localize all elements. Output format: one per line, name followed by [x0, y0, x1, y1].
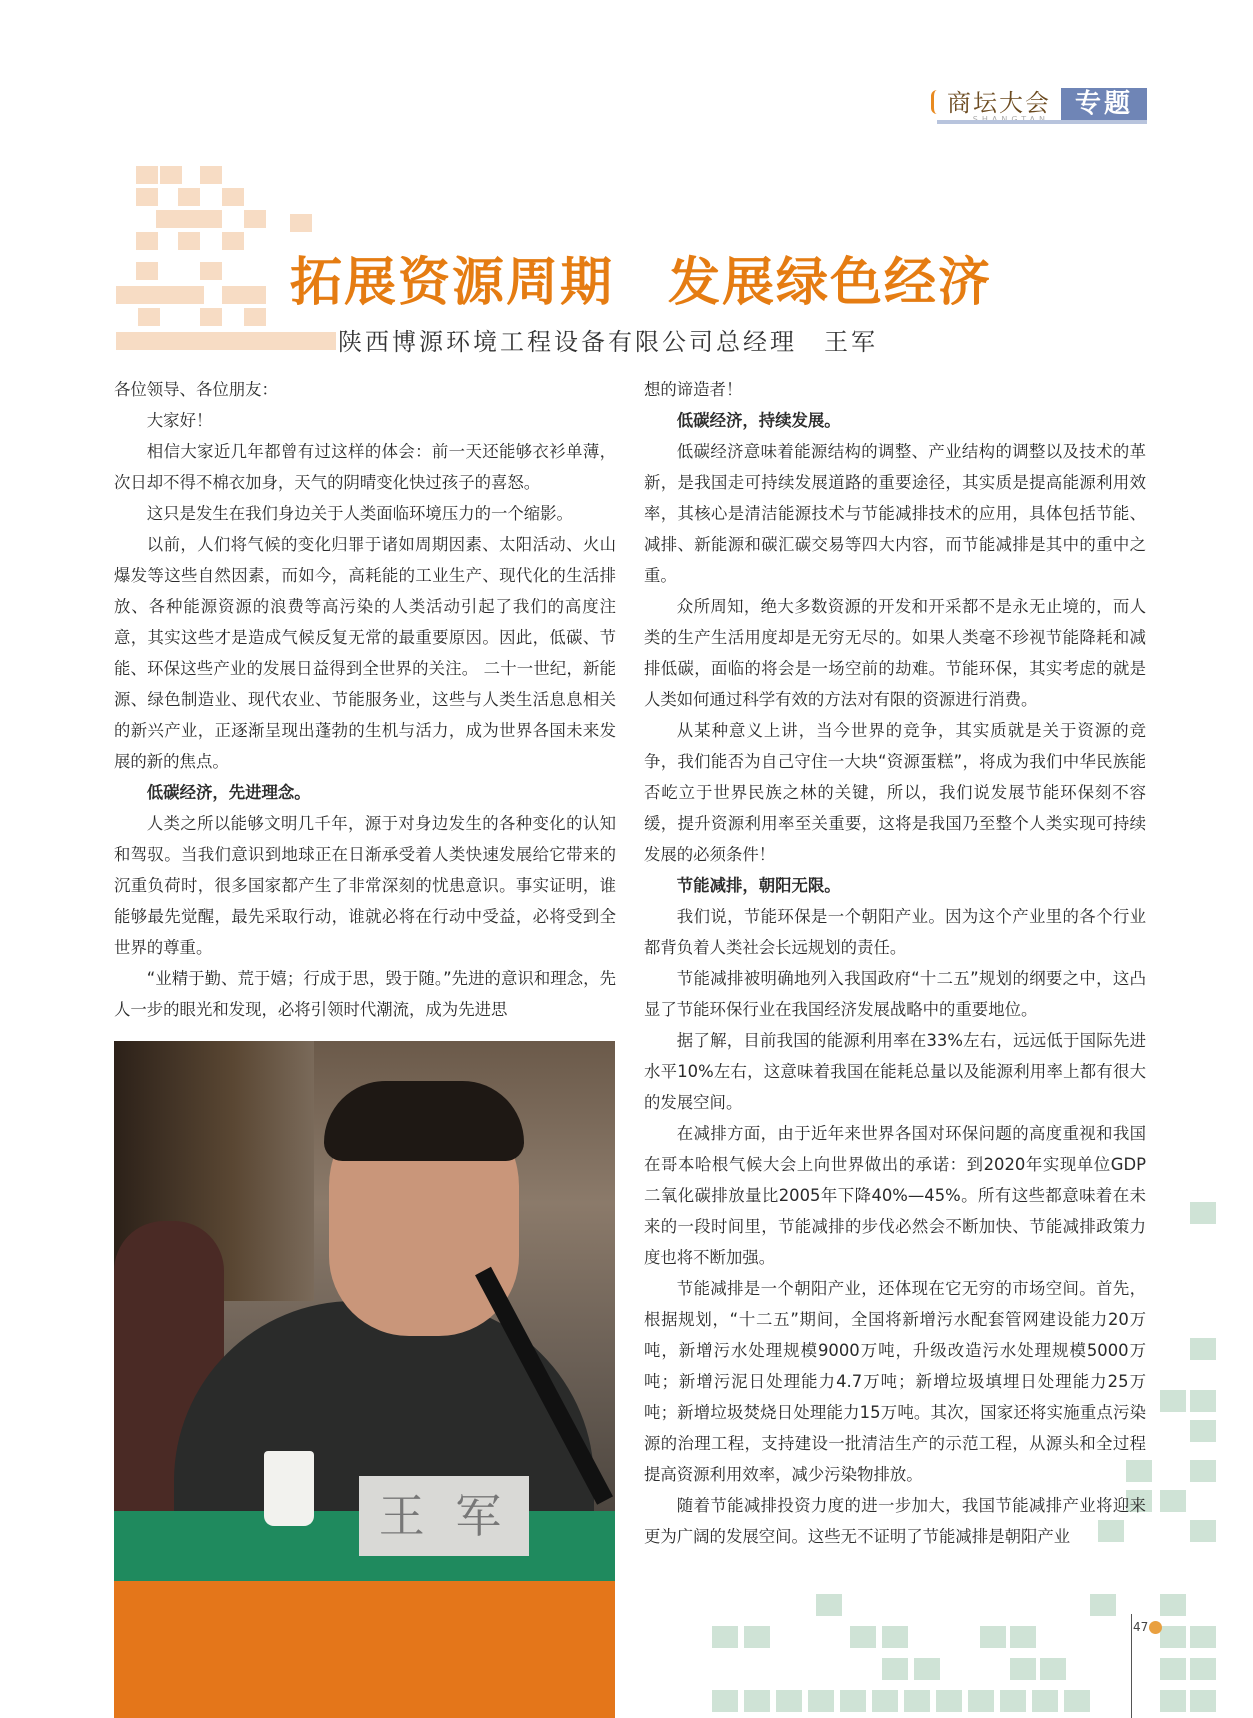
paragraph: 低碳经济意味着能源结构的调整、产业结构的调整以及技术的革新，是我国走可持续发展道路的重要途径，其实质是提高能源利用效率，其核心是清洁能源技术与节能减排技术的应用，具体包括节能、减排、新能源和碳汇碳交易等四大内容，而节能减排是其中的重中之重。 [644, 442, 1146, 585]
paragraph: 我们说，节能环保是一个朝阳产业。因为这个产业里的各个行业都背负着人类社会长远规划的责任。 [644, 907, 1146, 957]
section-heading: 低碳经济，先进理念。 [146, 783, 311, 802]
paragraph: 大家好！ [146, 411, 213, 430]
speaker-photo [114, 1041, 615, 1581]
page-number-text: 47 [1133, 1620, 1149, 1634]
page-divider-line [1131, 1614, 1132, 1718]
section-name: 商坛大会 [946, 89, 1051, 117]
paragraph: 人类之所以能够文明几千年，源于对身边发生的各种变化的认知和驾驭。当我们意识到地球正在日渐承受着人类快速发展给它带来的沉重负荷时，很多国家都产生了非常深刻的忧患意识。事实证明，谁能够最先觉醒，最先采取行动，谁就必将在行动中受益，必将受到全世界的尊重。 [114, 814, 616, 957]
cup-icon [264, 1451, 314, 1526]
page-number [1133, 1620, 1162, 1634]
page-marker-icon [1149, 1621, 1162, 1634]
paragraph: 众所周知，绝大多数资源的开发和开采都不是永无止境的，而人类的生产生活用度却是无穷无尽的。如果人类毫不珍视节能降耗和减排低碳，面临的将会是一场空前的劫难。节能环保，其实考虑的就是人类如何通过科学有效的方法对有限的资源进行消费。 [644, 597, 1146, 709]
section-heading: 低碳经济，持续发展。 [676, 411, 841, 430]
paragraph: 据了解，目前我国的能源利用率在33%左右，远远低于国际先进水平10%左右，这意味着我国在能耗总量以及能源利用率上都有很大的发展空间。 [644, 1031, 1146, 1112]
paragraph: 这只是发生在我们身边关于人类面临环境压力的一个缩影。 [146, 504, 573, 523]
article-byline: 陕西博源环境工程设备有限公司总经理 王军 [338, 328, 878, 356]
paragraph: 节能减排被明确地列入我国政府“十二五”规划的纲要之中，这凸显了节能环保行业在我国经济发展战略中的重要地位。 [644, 969, 1146, 1019]
section-header [931, 88, 1147, 122]
paragraph: 在减排方面，由于近年来世界各国对环保问题的高度重视和我国在哥本哈根气候大会上向世界做出的承诺：到2020年实现单位GDP二氧化碳排放量比2005年下降40%—45%。所有这些都意味着在未来的一段时间里，节能减排的步伐必然会不断加快、节能减排政策力度也将不断加强。 [644, 1124, 1146, 1267]
section-label [931, 88, 1061, 122]
paragraph: 随着节能减排投资力度的进一步加大，我国节能减排产业将迎来更为广阔的发展空间。这些无不证明了节能减排是朝阳产业 [644, 1496, 1146, 1546]
nameplate: 王 军 [359, 1476, 529, 1556]
salutation: 各位领导、各位朋友： [114, 380, 278, 399]
photo-speaker-hair [324, 1081, 524, 1161]
paragraph-continuation: 想的谛造者！ [644, 380, 743, 399]
orange-color-block [114, 1581, 615, 1718]
bracket-icon [931, 90, 940, 114]
article-title: 拓展资源周期 发展绿色经济 [290, 253, 993, 313]
paragraph: 以前，人们将气候的变化归罪于诸如周期因素、太阳活动、火山爆发等这些自然因素，而如今，高耗能的工业生产、现代化的生活排放、各种能源资源的浪费等高污染的人类活动引起了我们的高度注意，其实这些才是造成气候反复无常的最重要原因。因此，低碳、节能、环保这些产业的发展日益得到全世界的关注。 二十一世纪，新能源、绿色制造业、现代农业、节能服务业，这些与人类生活息息相关的新兴产业，正逐渐呈现出蓬勃的生机与活力，成为世界各国未来发展的新的焦点。 [114, 535, 616, 771]
paragraph: 节能减排是一个朝阳产业，还体现在它无穷的市场空间。首先，根据规划，“十二五”期间，全国将新增污水配套管网建设能力20万吨，新增污水处理规模9000万吨，升级改造污水处理规模5000万吨；新增污泥日处理能力4.7万吨；新增垃圾填埋日处理能力25万吨；新增垃圾焚烧日处理能力15万吨。其次，国家还将实施重点污染源的治理工程，支持建设一批清洁生产的示范工程，从源头和全过程提高资源利用效率，减少污染物排放。 [644, 1279, 1146, 1484]
right-column [644, 374, 1146, 1552]
section-heading: 节能减排，朝阳无限。 [676, 876, 841, 895]
header-underline [937, 120, 1147, 124]
paragraph: “业精于勤、荒于嬉；行成于思，毁于随。”先进的意识和理念，先人一步的眼光和发现，必将引领时代潮流，成为先进思 [114, 969, 616, 1019]
paragraph: 相信大家近几年都曾有过这样的体会：前一天还能够衣衫单薄，次日却不得不棉衣加身，天气的阴晴变化快过孩子的喜怒。 [114, 442, 616, 492]
paragraph: 从某种意义上讲，当今世界的竞争，其实质就是关于资源的竞争，我们能否为自己守住一大块“资源蛋糕”，将成为我们中华民族能否屹立于世界民族之林的关键，所以，我们说发展节能环保刻不容缓，提升资源利用率至关重要，这将是我国乃至整个人类实现可持续发展的必须条件！ [644, 721, 1146, 864]
section-tag: 专题 [1061, 88, 1147, 122]
left-column [114, 374, 616, 1025]
